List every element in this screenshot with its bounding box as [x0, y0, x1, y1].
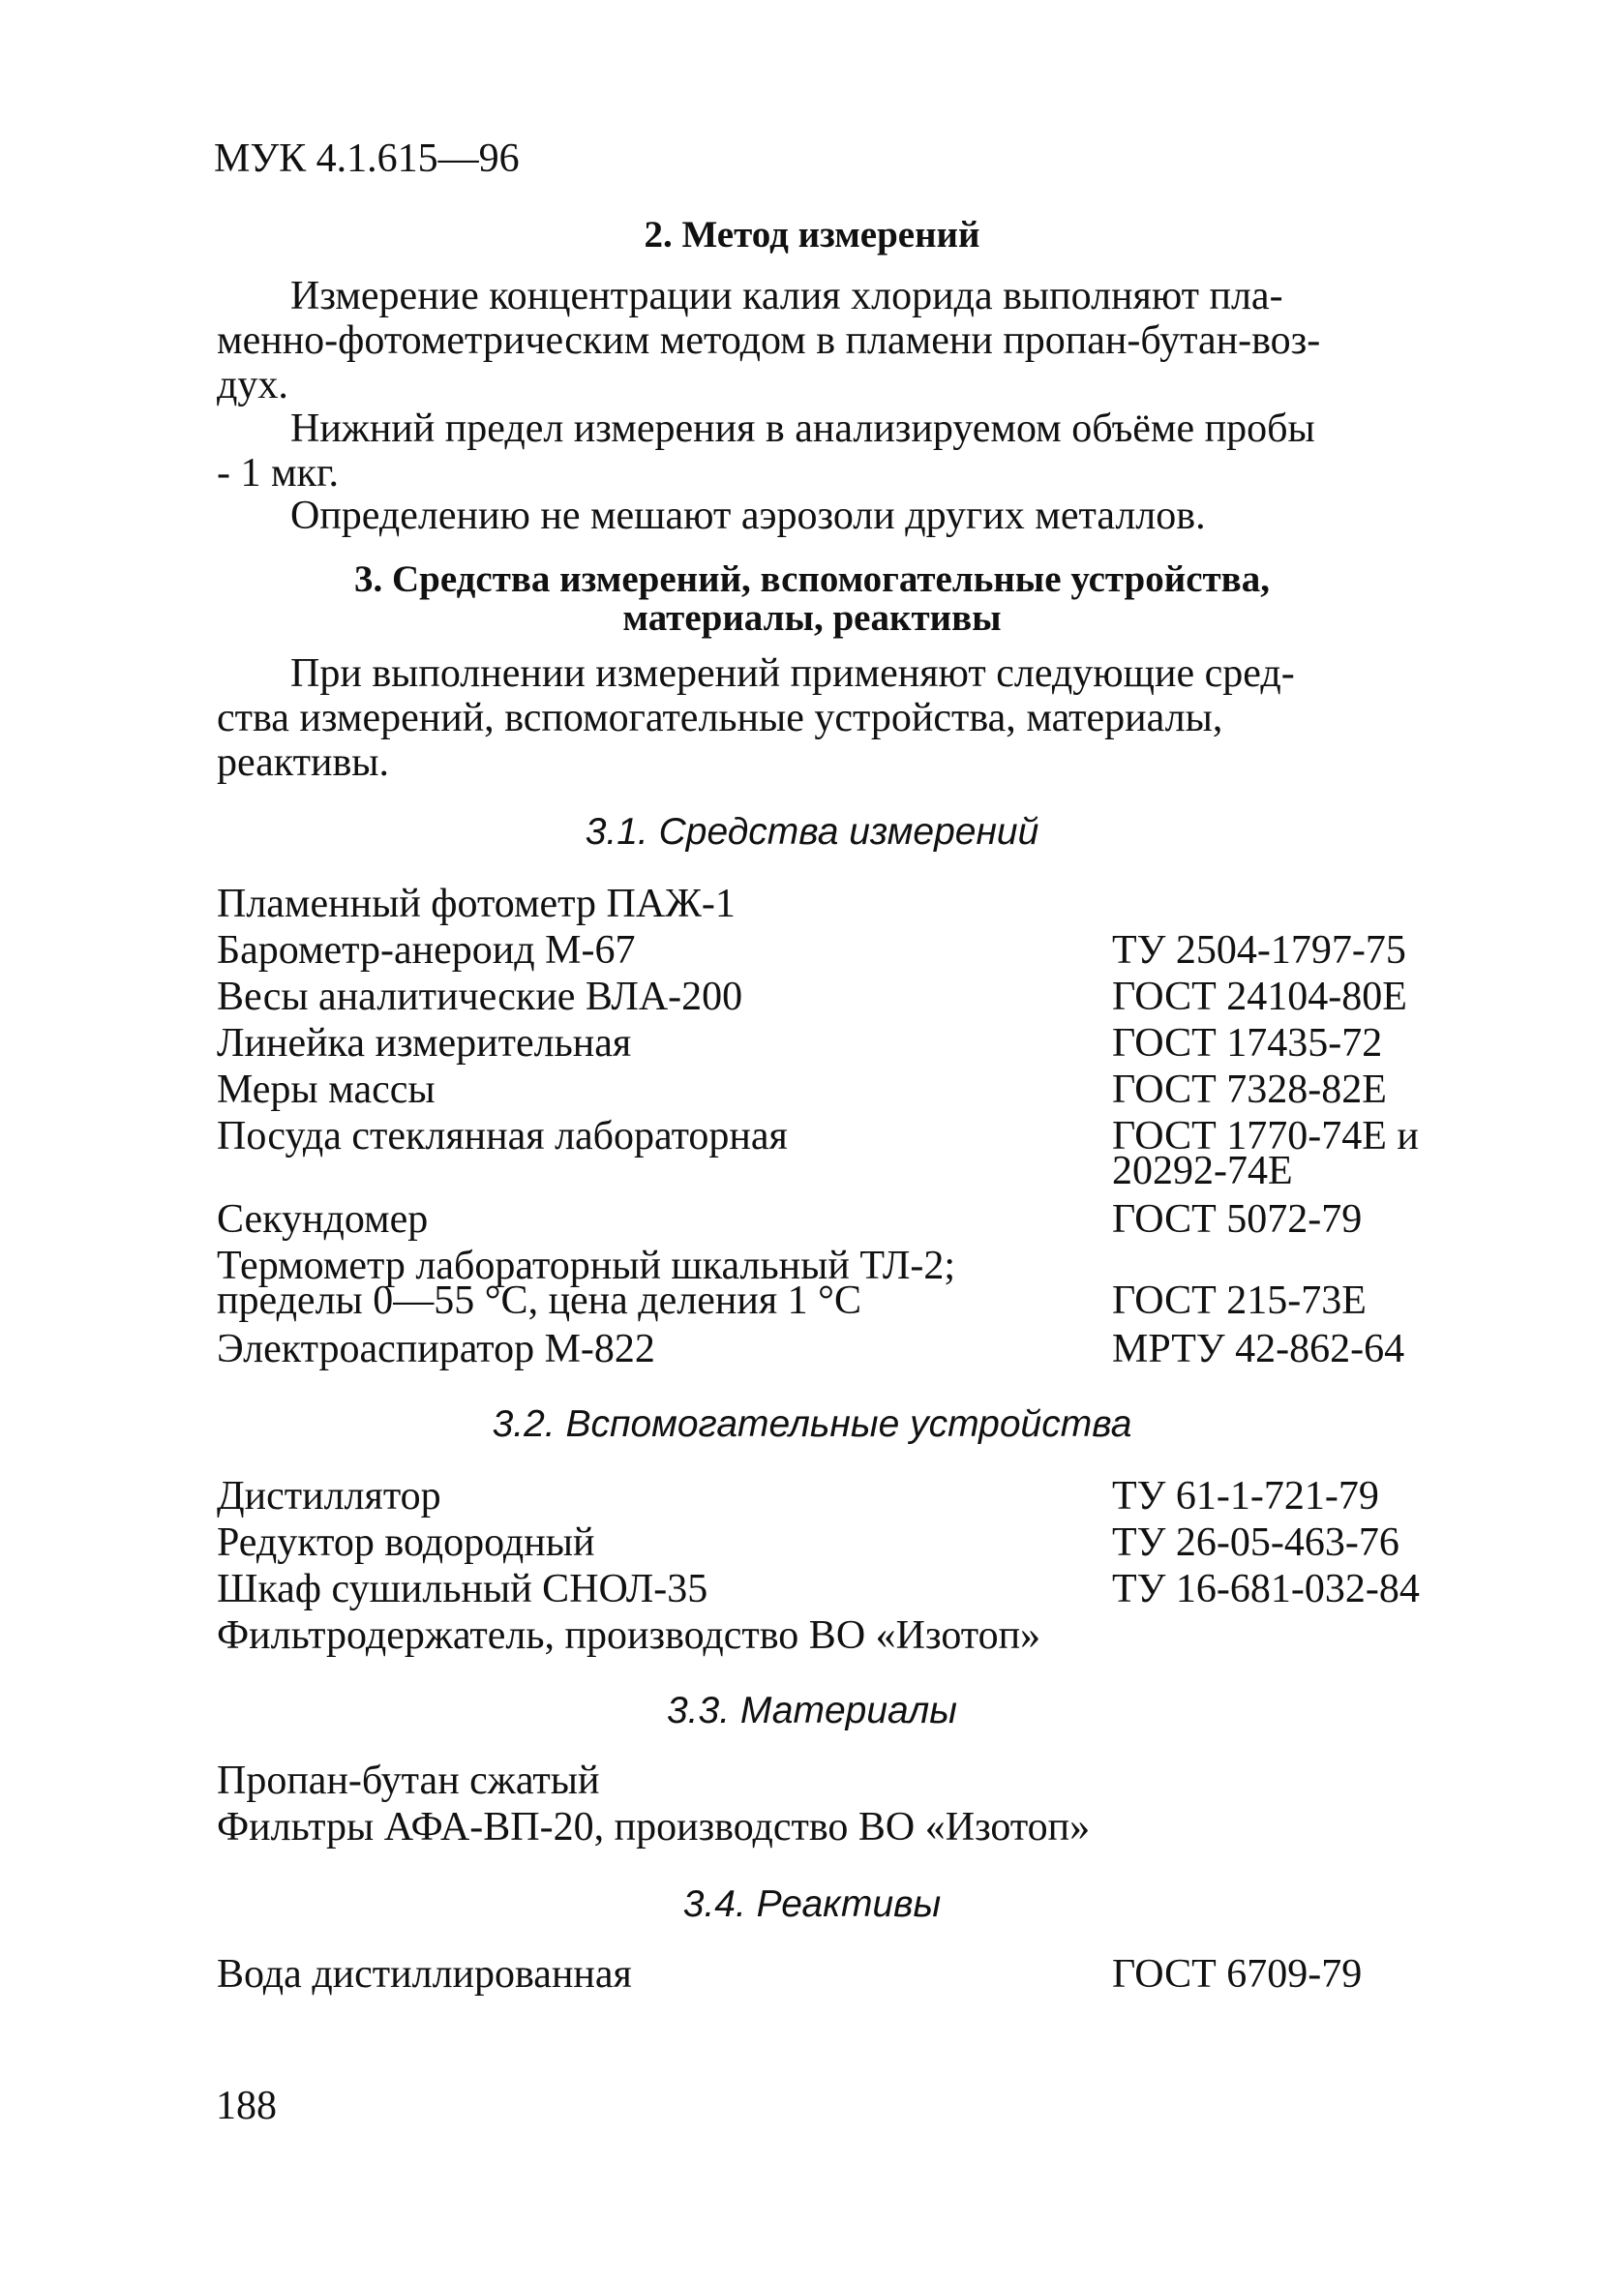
section-2-paragraph-3: Определению не мешают аэрозоли других металлов.	[290, 494, 1206, 538]
reagent-standard: ГОСТ 6709-79	[1112, 1952, 1363, 1997]
equipment-item: Весы аналитические ВЛА-200	[217, 975, 743, 1019]
equipment-item: Фильтродержатель, производство ВО «Изотоп»	[217, 1613, 1041, 1658]
material-item: Пропан-бутан сжатый	[217, 1759, 600, 1803]
equipment-item: Шкаф сушильный СНОЛ-35	[217, 1567, 708, 1611]
word: применяют	[790, 651, 986, 696]
equipment-item: Барометр-анероид М-67	[217, 928, 636, 973]
paragraph-line: менно-фотометрическим методом в пламени пропан-бутан-воз-	[217, 318, 1321, 363]
paragraph-line	[290, 274, 1521, 318]
equipment-standard: ГОСТ 1770-74Е и	[1112, 1114, 1419, 1158]
equipment-item: Линейка измерительная	[217, 1021, 632, 1066]
equipment-item: Меры массы	[217, 1068, 436, 1112]
equipment-standard: ГОСТ 215-73Е	[1112, 1278, 1367, 1323]
equipment-item: Пламенный фотометр ПАЖ-1	[217, 882, 736, 926]
equipment-standard: ГОСТ 5072-79	[1112, 1197, 1363, 1242]
word: При	[290, 651, 362, 696]
equipment-standard: ТУ 26-05-463-76	[1112, 1520, 1399, 1565]
word: устройства,	[814, 696, 1016, 740]
word: сред-	[1204, 651, 1295, 696]
equipment-standard: 20292-74Е	[1112, 1149, 1293, 1193]
equipment-item: Секундомер	[217, 1197, 429, 1242]
subsection-3-1-title: 3.1. Средства измерений	[585, 811, 1039, 853]
word: выполняют	[1003, 274, 1199, 318]
equipment-standard: ГОСТ 17435-72	[1112, 1021, 1383, 1066]
word: концентрации	[489, 274, 733, 318]
equipment-standard: ГОСТ 24104-80Е	[1112, 975, 1407, 1019]
equipment-standard: ТУ 2504-1797-75	[1112, 928, 1406, 973]
paragraph-line: дух.	[217, 363, 288, 407]
paragraph-line	[290, 651, 1521, 696]
page-number: 188	[216, 2084, 277, 2128]
section-2-paragraph-2	[217, 406, 1315, 496]
equipment-standard: ТУ 61-1-721-79	[1112, 1474, 1379, 1519]
paragraph-line: - 1 мкг.	[217, 451, 339, 496]
subsection-3-3-title: 3.3. Материалы	[666, 1690, 957, 1731]
reagent-item: Вода дистиллированная	[217, 1952, 632, 1997]
equipment-standard: МРТУ 42-862-64	[1112, 1327, 1405, 1371]
section-2-title: 2. Метод измерений	[644, 214, 980, 256]
equipment-standard: ГОСТ 7328-82Е	[1112, 1068, 1387, 1112]
equipment-item: Дистиллятор	[217, 1474, 441, 1519]
paragraph-line: Нижний предел измерения в анализируемом объёме пробы	[290, 406, 1315, 451]
word: следующие	[996, 651, 1195, 696]
equipment-item: Посуда стеклянная лабораторная	[217, 1114, 788, 1158]
word: измерений	[595, 651, 781, 696]
word: измерений,	[299, 696, 495, 740]
subsection-3-4-title: 3.4. Реактивы	[682, 1883, 942, 1925]
section-3-intro	[217, 651, 1521, 785]
word: материалы,	[1026, 696, 1223, 740]
word: выполнении	[372, 651, 586, 696]
word: вспомогательные	[504, 696, 804, 740]
equipment-item: Термометр лабораторный шкальный ТЛ-2;	[217, 1244, 956, 1288]
word: хлорида	[851, 274, 993, 318]
word: калия	[742, 274, 841, 318]
section-3-title-line-1: 3. Средства измерений, вспомогательные устройства,	[354, 558, 1270, 600]
paragraph-line	[217, 696, 1521, 740]
equipment-item: Редуктор водородный	[217, 1520, 595, 1565]
word: Измерение	[290, 274, 479, 318]
section-3-title-line-2: материалы, реактивы	[622, 597, 1002, 639]
paragraph-line: реактивы.	[217, 740, 390, 785]
section-2-paragraph-1	[217, 274, 1521, 407]
word: пла-	[1209, 274, 1283, 318]
word: ства	[217, 696, 289, 740]
equipment-standard: ТУ 16-681-032-84	[1112, 1567, 1420, 1611]
equipment-item: Электроаспиратор М-822	[217, 1327, 655, 1371]
document-code: МУК 4.1.615—96	[214, 136, 520, 181]
material-item: Фильтры АФА-ВП-20, производство ВО «Изотоп»	[217, 1805, 1091, 1850]
subsection-3-2-title: 3.2. Вспомогательные устройства	[492, 1403, 1132, 1445]
equipment-item: пределы 0—55 °С, цена деления 1 °С	[217, 1278, 861, 1323]
